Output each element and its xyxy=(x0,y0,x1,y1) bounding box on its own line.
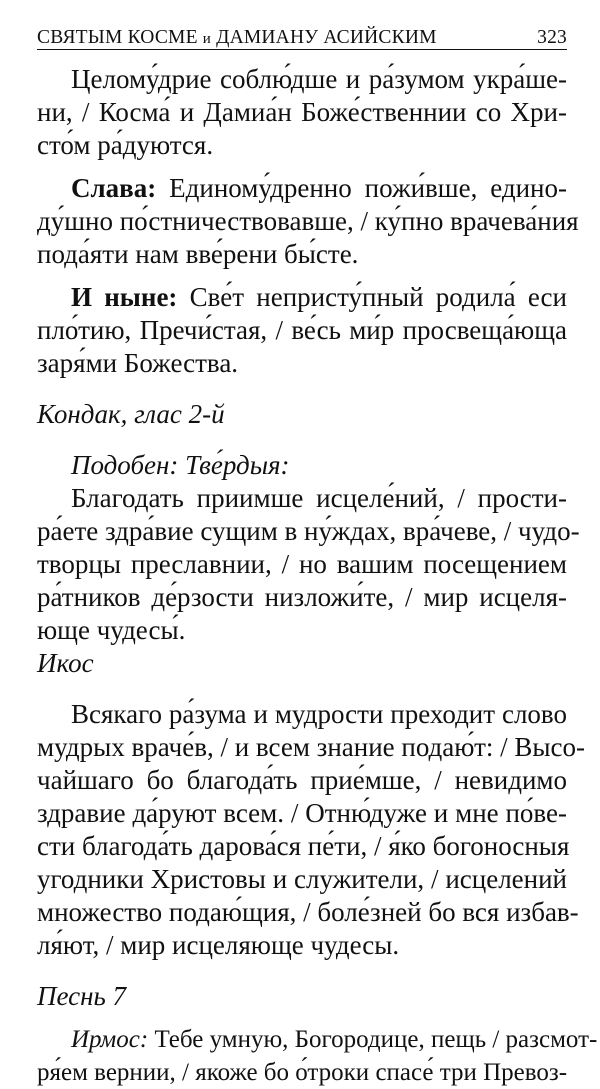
text-line: множество подаю́щия, / боле́зней бо вся избав- xyxy=(37,897,579,927)
slava-paragraph xyxy=(37,172,579,271)
text-line: сти благода́ть дарова́ся пе́ти, / я́ко богоносныя xyxy=(37,831,570,861)
irmos-label: Ирмос: xyxy=(71,1026,149,1053)
text-span: Тебе умную, Богородице, пещь / разсмот- xyxy=(148,1026,598,1053)
text-span: Единому́дренно пожи́вше, едино- xyxy=(156,173,567,203)
i-nyne-paragraph xyxy=(37,281,567,380)
text-line: Благодать приимше исцеле́ний, / прости- xyxy=(71,483,567,513)
running-title xyxy=(37,27,437,49)
text-span: Све́т непристу́пный родила́ еси xyxy=(177,282,567,312)
text-line: угодники Христовы и служители, / исцелений xyxy=(37,864,567,894)
text-line xyxy=(37,281,567,314)
text-line: пло́тию, Пречи́стая, / ве́сь ми́р просвеща́юща xyxy=(37,315,567,345)
text-line: ни, / Косма́ и Дамиа́н Боже́ственнии со Хри- xyxy=(37,97,567,127)
text-line: ра́тников де́рзости низложи́те, / мир исцеля- xyxy=(37,582,567,612)
text-line: мудрых враче́в, / и всем знание подаю́т: / Высо- xyxy=(37,732,586,762)
i-nyne-label: И ныне: xyxy=(71,282,178,312)
running-title-part1: СВЯТЫМ КОСМЕ xyxy=(37,27,203,48)
running-title-conjunction: и xyxy=(202,31,211,47)
text-line: ра́ете здра́вие сущим в ну́ждах, вра́чеве, / чудо- xyxy=(37,516,580,546)
running-header xyxy=(37,27,567,50)
running-title-part2: ДАМИАНУ АСИЙСКИМ xyxy=(211,27,437,48)
page-body xyxy=(37,63,598,1089)
text-line: ля́ют, / мир исцеляюще чудесы. xyxy=(37,930,400,960)
kondak-paragraph xyxy=(37,482,580,647)
podoben-line: Подобен: Тве́рдыя: xyxy=(71,450,290,480)
kondak-heading: Кондак, глас 2-й xyxy=(37,399,225,429)
text-line: Всякаго ра́зума и мудрости преходит слово xyxy=(71,699,567,729)
ikos-paragraph xyxy=(37,698,586,962)
text-line: творцы преславнии, / но вашим посещением xyxy=(37,549,567,579)
pesn-heading: Песнь 7 xyxy=(37,981,127,1011)
text-line: юще чудесы́. xyxy=(37,615,186,645)
text-line: Целому́дрие соблю́дше и ра́зумом укра́ше- xyxy=(71,64,567,94)
page-number: 323 xyxy=(537,27,567,48)
text-line: пода́яти нам вве́рени бы́сте. xyxy=(37,239,359,269)
text-line xyxy=(37,1023,598,1056)
troparion-paragraph xyxy=(37,63,567,162)
text-line: заря́ми Божества. xyxy=(37,348,239,378)
text-line: ду́шно по́стничествовавше, / ку́пно врачева́ния xyxy=(37,206,579,236)
slava-label: Слава: xyxy=(71,173,157,203)
text-line: сто́м ра́дуются. xyxy=(37,130,214,160)
text-line: чайшаго бо благода́ть прие́мше, / невидимо xyxy=(37,765,567,795)
irmos-paragraph xyxy=(37,1023,598,1089)
text-line: здравие да́руют всем. / Отню́дуже и мне по́ве- xyxy=(37,798,567,828)
text-line: ря́ем вернии, / якоже бо о́троки спасе́ три Превоз- xyxy=(37,1059,568,1086)
ikos-heading: Икос xyxy=(37,648,94,678)
text-line xyxy=(37,172,567,205)
